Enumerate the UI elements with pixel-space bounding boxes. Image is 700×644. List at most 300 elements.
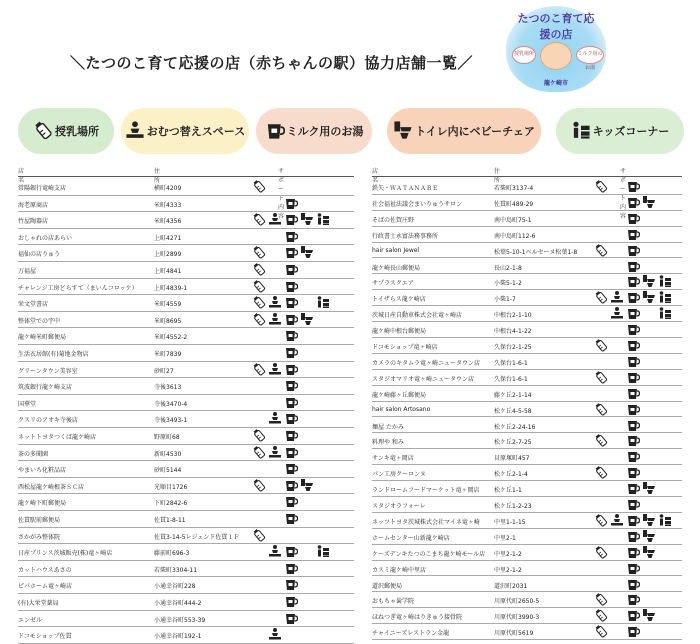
cup-icon bbox=[284, 478, 298, 492]
diaper-icon bbox=[268, 312, 282, 326]
store-address: 藤ケ丘2-1-14 bbox=[494, 391, 532, 399]
store-name: 筑波銀行龍ケ崎支店 bbox=[18, 384, 73, 392]
table-row bbox=[18, 477, 354, 495]
table-row bbox=[372, 591, 682, 608]
bottle-icon bbox=[252, 478, 266, 492]
chair-icon bbox=[300, 245, 314, 259]
legend-item-diaper bbox=[121, 108, 249, 154]
bottle-icon bbox=[252, 428, 266, 442]
store-name: エンゼル bbox=[18, 616, 43, 624]
table-row bbox=[18, 294, 354, 312]
table-row bbox=[372, 560, 682, 577]
store-name: 国華堂 bbox=[18, 400, 37, 408]
table-row bbox=[18, 427, 354, 445]
store-address: 川原代町5619 bbox=[494, 630, 534, 638]
cup-icon bbox=[626, 259, 640, 273]
table-row bbox=[372, 528, 682, 545]
cup-icon bbox=[626, 608, 640, 622]
cup-icon bbox=[626, 561, 640, 575]
bottle-icon bbox=[252, 362, 266, 376]
cup-icon bbox=[284, 245, 298, 259]
store-address: 長山2-1-8 bbox=[494, 264, 522, 272]
store-name: ケーズデンキたつのこまち龍ケ崎モール店 bbox=[372, 550, 486, 558]
store-address: 上町2899 bbox=[154, 251, 182, 259]
store-address: 松葉5-10-1ベルセーヌ松葉1-8 bbox=[494, 248, 578, 256]
table-row bbox=[18, 228, 354, 246]
table-row bbox=[372, 321, 682, 338]
store-address: 若柴町3304-11 bbox=[154, 566, 198, 574]
bottle-icon bbox=[594, 243, 608, 257]
store-name: 龍ケ崎米町郵便局 bbox=[18, 334, 67, 342]
header-address: 住所 bbox=[154, 168, 161, 184]
cup-icon bbox=[284, 362, 298, 376]
table-row bbox=[18, 377, 354, 395]
table-row bbox=[372, 544, 682, 561]
store-address: 中里1-1-15 bbox=[494, 518, 526, 526]
store-name: (有)大栄堂薬局 bbox=[18, 600, 59, 607]
cup-icon bbox=[626, 306, 640, 320]
store-address: 道沢町2031 bbox=[494, 582, 528, 590]
table-row bbox=[372, 226, 682, 243]
table-row bbox=[18, 543, 354, 561]
kids-icon bbox=[658, 274, 672, 288]
cup-icon bbox=[284, 279, 298, 293]
header-support: サポート内容 bbox=[620, 168, 627, 220]
table-row bbox=[372, 353, 682, 370]
store-name: 料理や 和み bbox=[372, 439, 404, 447]
cup-icon bbox=[626, 338, 640, 352]
store-name: hair salon Jewel bbox=[372, 246, 420, 254]
cup-icon bbox=[284, 229, 298, 243]
diaper-icon bbox=[268, 362, 282, 376]
table-row bbox=[18, 444, 354, 462]
store-address: 小通幸谷町192-1 bbox=[154, 633, 202, 641]
store-address: 藤前町696-3 bbox=[154, 550, 190, 558]
table-row bbox=[372, 480, 682, 497]
store-address: 小柴1-7 bbox=[494, 296, 516, 304]
store-name: ほねつぎ竜ヶ崎はりきゅう接骨院 bbox=[372, 614, 463, 622]
header-address: 住所 bbox=[494, 168, 501, 184]
cup-icon bbox=[284, 594, 298, 608]
store-address: 松ケ丘1-2-23 bbox=[494, 503, 532, 510]
table-row bbox=[18, 311, 354, 329]
store-address: 砂町27 bbox=[154, 367, 174, 375]
cup-icon bbox=[284, 328, 298, 342]
store-address: 小通幸谷町444-2 bbox=[154, 600, 202, 607]
chair-icon bbox=[642, 545, 656, 559]
kids-icon bbox=[658, 513, 672, 527]
store-name: さかがみ整体院 bbox=[18, 533, 61, 541]
store-address: 川原代町2650-5 bbox=[494, 598, 540, 606]
store-name: 麺屋 たかみ bbox=[372, 423, 404, 431]
store-name: スタジオマリオ竜ヶ崎ニュータウン店 bbox=[372, 375, 474, 383]
store-address: 南中島町75-1 bbox=[494, 216, 532, 224]
store-address: 下町2842-6 bbox=[154, 500, 188, 508]
store-address: 上町4841 bbox=[154, 268, 182, 275]
bottle-icon bbox=[594, 513, 608, 527]
store-name: カットハウスあさの bbox=[18, 566, 72, 574]
chair-icon bbox=[642, 195, 656, 209]
store-name: 道沢郵便局 bbox=[372, 582, 403, 590]
store-name: 社会福祉法議会まいりゅうサロン bbox=[372, 200, 463, 208]
header-name: 店名 bbox=[372, 168, 379, 184]
chair-icon bbox=[300, 312, 314, 326]
diaper-icon bbox=[268, 627, 282, 641]
store-name: クスリのアオキ寺後店 bbox=[18, 417, 78, 425]
store-address: 佐貫町489-29 bbox=[494, 200, 534, 208]
table-row bbox=[18, 394, 354, 412]
cup-icon bbox=[626, 386, 640, 400]
chair-icon bbox=[300, 212, 314, 226]
table-row bbox=[372, 273, 682, 290]
table-row bbox=[372, 258, 682, 275]
store-name: ネッツトヨタ茨城株式会社マイネ竜ヶ崎 bbox=[372, 518, 480, 526]
store-name: ドコモショップ佐貫 bbox=[18, 633, 72, 641]
header-support: サポート内容 bbox=[278, 168, 285, 220]
legend-item-chair bbox=[387, 108, 541, 154]
table-row bbox=[18, 527, 354, 545]
store-address: 寺後3470-4 bbox=[154, 400, 188, 408]
store-address: 久保台1-6-1 bbox=[494, 375, 528, 383]
store-address: 光順目1726 bbox=[154, 483, 188, 491]
legend-label: 授乳場所 bbox=[55, 125, 99, 138]
store-address: 松ケ丘2-24-16 bbox=[494, 423, 536, 431]
store-name: サプラスクエア bbox=[372, 280, 414, 288]
diaper-icon bbox=[268, 445, 282, 459]
store-name: カスミ龍ケ崎中里店 bbox=[372, 566, 427, 574]
cup-icon bbox=[284, 544, 298, 558]
store-address: 松ケ丘1-1 bbox=[494, 487, 522, 495]
store-name: 常陽銀行竜崎支店 bbox=[18, 185, 67, 192]
table-row bbox=[18, 410, 354, 428]
cup-icon bbox=[626, 577, 640, 591]
store-name: カメラのキタムラ竜ヶ崎ニュータウン店 bbox=[372, 359, 480, 367]
store-address: 米町8695 bbox=[154, 317, 182, 325]
bottle-icon bbox=[594, 624, 608, 638]
bottle-icon bbox=[252, 179, 266, 193]
bottle-icon bbox=[594, 290, 608, 304]
cup-icon bbox=[284, 395, 298, 409]
bottle-icon bbox=[594, 338, 608, 352]
store-address: 横町4209 bbox=[154, 185, 182, 192]
table-row bbox=[18, 211, 354, 229]
store-name: 龍ケ崎中根台郵便局 bbox=[372, 328, 427, 336]
cup-icon bbox=[626, 402, 640, 416]
cup-icon bbox=[626, 370, 640, 384]
chair-icon bbox=[642, 608, 656, 622]
cup-icon bbox=[626, 274, 640, 288]
table-row bbox=[372, 305, 682, 322]
table-row bbox=[18, 493, 354, 511]
store-address: 川原代町3990-3 bbox=[494, 614, 540, 622]
bottle-icon bbox=[252, 295, 266, 309]
store-address: 米町4356 bbox=[154, 218, 182, 226]
store-address: 貝原塚町457 bbox=[494, 455, 530, 463]
legend-label: トイレ内にベビーチェア bbox=[415, 125, 535, 138]
table-row bbox=[372, 210, 682, 227]
table-row bbox=[18, 510, 354, 528]
store-name: サンキ竜ヶ岡店 bbox=[372, 455, 414, 463]
store-address: 松ケ丘4-5-58 bbox=[494, 407, 532, 415]
bottle-icon bbox=[252, 528, 266, 542]
bottle-icon bbox=[594, 402, 608, 416]
table-row bbox=[18, 460, 354, 478]
store-name: 生活衣居館(有)菊地金物店 bbox=[18, 351, 89, 358]
store-name: ネットトヨタつくば龍ケ崎店 bbox=[18, 434, 97, 441]
store-address: 米町7839 bbox=[154, 351, 182, 358]
cup-icon bbox=[626, 179, 640, 193]
store-name: 栄文堂書店 bbox=[18, 301, 49, 309]
table-row bbox=[18, 593, 354, 611]
cup-icon bbox=[626, 195, 640, 209]
chair-icon bbox=[393, 120, 415, 143]
store-name: ホームセンター山新龍ケ崎店 bbox=[372, 534, 450, 542]
diaper-icon bbox=[268, 295, 282, 309]
legend-label: おむつ替えスペース bbox=[146, 125, 246, 138]
store-name: 万福屋 bbox=[18, 268, 37, 275]
cup-icon bbox=[626, 322, 640, 336]
cup-icon bbox=[626, 481, 640, 495]
store-address: 小通幸谷町228 bbox=[154, 583, 196, 591]
cup-icon bbox=[626, 227, 640, 241]
diaper-icon bbox=[125, 120, 147, 143]
legend-label: キッズコーナー bbox=[592, 125, 670, 138]
bottle-icon bbox=[252, 245, 266, 259]
cup-icon bbox=[284, 561, 298, 575]
store-name: hair salon Artosano bbox=[372, 405, 431, 413]
bottle-icon bbox=[33, 120, 55, 143]
store-address: 佐貫1-8-11 bbox=[154, 517, 186, 524]
store-name: 茶の多聞園 bbox=[18, 450, 49, 458]
cup-icon bbox=[284, 312, 298, 326]
store-address: 寺後3493-1 bbox=[154, 417, 188, 425]
bottle-icon bbox=[594, 608, 608, 622]
bottle-icon bbox=[252, 212, 266, 226]
table-row bbox=[372, 448, 682, 465]
store-name: ピパホーム竜ヶ崎店 bbox=[18, 583, 73, 591]
store-name: 西松屋龍ケ崎根茶ＳＣ店 bbox=[18, 483, 85, 491]
table-row bbox=[18, 344, 354, 362]
table-row bbox=[372, 496, 682, 513]
cup-icon bbox=[265, 120, 287, 143]
store-address: 新町4530 bbox=[154, 450, 182, 458]
bottle-icon bbox=[594, 370, 608, 384]
chair-icon bbox=[300, 478, 314, 492]
store-name: 龍ケ崎下町郵便局 bbox=[18, 500, 67, 508]
header-divider bbox=[372, 176, 682, 177]
store-name: ドコモショップ竜ヶ崎店 bbox=[372, 344, 438, 351]
store-name: 福仙の店りゅう bbox=[18, 251, 61, 259]
cup-icon bbox=[284, 445, 298, 459]
diaper-icon bbox=[610, 513, 624, 527]
store-name: パン工房クーロンヌ bbox=[372, 471, 426, 479]
diaper-icon bbox=[610, 306, 624, 320]
diaper-icon bbox=[610, 290, 624, 304]
cup-icon bbox=[626, 513, 640, 527]
logo-bubble-left: 授乳場所 bbox=[512, 46, 536, 64]
cup-icon bbox=[626, 624, 640, 638]
cup-icon bbox=[626, 465, 640, 479]
bottle-icon bbox=[252, 279, 266, 293]
store-name: 行政書士永富法務事務所 bbox=[372, 232, 439, 240]
store-name: おもちゃ歯学院 bbox=[372, 598, 415, 606]
header-divider bbox=[18, 176, 354, 177]
cup-icon bbox=[284, 577, 298, 591]
bottle-icon bbox=[252, 445, 266, 459]
bottle-icon bbox=[252, 312, 266, 326]
store-name: 日産プリンス茨城販売(株)竜ヶ崎店 bbox=[18, 550, 113, 558]
chair-icon bbox=[642, 274, 656, 288]
cup-icon bbox=[626, 592, 640, 606]
store-name: そばの佐賀庄野 bbox=[372, 216, 415, 224]
store-address: 久保台1-6-1 bbox=[494, 359, 528, 367]
cup-icon bbox=[626, 418, 640, 432]
bottle-icon bbox=[594, 592, 608, 606]
table-row bbox=[372, 289, 682, 306]
table-row bbox=[18, 560, 354, 578]
store-address: 米町4552-2 bbox=[154, 334, 188, 342]
store-address: 南中島町112-6 bbox=[494, 232, 536, 240]
diaper-icon bbox=[268, 411, 282, 425]
cup-icon bbox=[284, 494, 298, 508]
table-row bbox=[372, 464, 682, 481]
kids-icon bbox=[658, 306, 672, 320]
cup-icon bbox=[626, 243, 640, 257]
store-name: 整体堂での宇中 bbox=[18, 317, 61, 325]
store-name: チャレンジ工房どらすて（まいんコロッケ） bbox=[18, 284, 138, 292]
store-name: 龍ケ崎藤ヶ丘郵便局 bbox=[372, 391, 427, 399]
store-address: 中根台4-1-22 bbox=[494, 328, 532, 336]
store-address: 中里2-1-2 bbox=[494, 566, 522, 574]
table-row bbox=[372, 385, 682, 402]
header-name: 店名 bbox=[18, 168, 25, 184]
store-name: 鉄矢・ＷＡＴＡＮＡＢＥ bbox=[372, 185, 439, 192]
bottle-icon bbox=[594, 465, 608, 479]
store-name: 海老原商店 bbox=[18, 201, 49, 209]
store-address: 寺後3613 bbox=[154, 384, 182, 392]
cup-icon bbox=[284, 461, 298, 475]
diaper-icon bbox=[268, 212, 282, 226]
table-row bbox=[18, 327, 354, 345]
cup-icon bbox=[626, 211, 640, 225]
store-address: 小通幸谷町553-39 bbox=[154, 616, 206, 624]
bottle-icon bbox=[252, 262, 266, 276]
kids-icon bbox=[658, 290, 672, 304]
store-name: トイザらス龍ケ崎店 bbox=[372, 296, 426, 304]
table-row bbox=[372, 401, 682, 418]
table-row bbox=[18, 195, 354, 213]
table-row bbox=[372, 607, 682, 624]
store-address: 久保台2-1-25 bbox=[494, 344, 532, 351]
store-address: 小柴5-1-2 bbox=[494, 280, 522, 288]
store-address: 松ケ丘2-7-25 bbox=[494, 439, 532, 447]
logo-bottom-text: 龍ケ崎市 bbox=[543, 80, 568, 87]
page-title: ＼たつのこ育て応援の店（赤ちゃんの駅）協力店舗一覧／ bbox=[70, 54, 474, 72]
cup-icon bbox=[626, 497, 640, 511]
kids-icon bbox=[316, 544, 330, 558]
cup-icon bbox=[284, 511, 298, 525]
store-address: 佐貫3-14-5レジェンド佐貫１Ｆ bbox=[154, 533, 240, 541]
table-row bbox=[372, 337, 682, 354]
program-logo bbox=[506, 6, 606, 92]
table-row bbox=[372, 242, 682, 259]
cup-icon bbox=[284, 428, 298, 442]
logo-bubble-right: ミルク用のお湯 bbox=[576, 46, 604, 64]
cup-icon bbox=[284, 295, 298, 309]
table-row bbox=[18, 361, 354, 379]
store-name: チャイニーズレストラン金龍 bbox=[372, 630, 450, 638]
legend-label: ミルク用のお湯 bbox=[286, 125, 364, 138]
table-row bbox=[372, 432, 682, 449]
table-row bbox=[372, 576, 682, 593]
baby-icon bbox=[540, 42, 572, 70]
cup-icon bbox=[284, 212, 298, 226]
store-name: スタジオラフォーレ bbox=[372, 503, 426, 510]
legend-item-kids bbox=[556, 108, 684, 154]
store-address: 松ケ丘2-1-4 bbox=[494, 471, 528, 479]
store-address: 砂町5144 bbox=[154, 467, 182, 475]
store-address: 米町4559 bbox=[154, 301, 182, 309]
table-row bbox=[372, 623, 682, 640]
store-address: 中根台2-1-10 bbox=[494, 312, 532, 320]
store-name: やまいち化粧品店 bbox=[18, 467, 67, 475]
store-address: 上町4839-1 bbox=[154, 284, 188, 292]
table-row bbox=[18, 610, 354, 628]
store-address: 中里2-1 bbox=[494, 534, 516, 542]
cup-icon bbox=[626, 529, 640, 543]
logo-arc-text: たつのこ育て応援の店 bbox=[517, 12, 595, 41]
table-row bbox=[18, 261, 354, 279]
store-address: 中里2-1-2 bbox=[494, 550, 522, 558]
cup-icon bbox=[626, 354, 640, 368]
legend-item-bottle bbox=[18, 108, 114, 154]
diaper-icon bbox=[268, 544, 282, 558]
store-name: 佐貫駅前郵便局 bbox=[18, 517, 61, 524]
bottle-icon bbox=[594, 433, 608, 447]
cup-icon bbox=[626, 449, 640, 463]
table-row bbox=[18, 178, 354, 196]
chair-icon bbox=[642, 529, 656, 543]
store-name: グリーンタウン美容室 bbox=[18, 367, 78, 375]
store-name: おしゃれの店あらい bbox=[18, 234, 73, 242]
table-row bbox=[372, 369, 682, 386]
kids-icon bbox=[316, 295, 330, 309]
cup-icon bbox=[284, 345, 298, 359]
store-address: 若柴町3137-4 bbox=[494, 185, 534, 192]
cup-icon bbox=[284, 611, 298, 625]
store-address: 米町4333 bbox=[154, 201, 182, 209]
table-row bbox=[18, 626, 354, 644]
cup-icon bbox=[284, 411, 298, 425]
cup-icon bbox=[284, 262, 298, 276]
kids-icon bbox=[571, 120, 593, 143]
table-row bbox=[372, 512, 682, 529]
store-name: ランドロームフードマーケット竜ヶ岡店 bbox=[372, 487, 480, 495]
cup-icon bbox=[626, 433, 640, 447]
cup-icon bbox=[626, 545, 640, 559]
store-address: 野原町68 bbox=[154, 434, 180, 441]
table-row bbox=[372, 194, 682, 211]
cup-icon bbox=[626, 290, 640, 304]
cup-icon bbox=[284, 196, 298, 210]
kids-icon bbox=[316, 212, 330, 226]
table-row bbox=[18, 244, 354, 262]
table-row bbox=[18, 576, 354, 594]
table-row bbox=[372, 417, 682, 434]
legend-item-cup bbox=[256, 108, 372, 154]
store-name: 茨城日産自動車株式会社竜ヶ崎店 bbox=[372, 312, 463, 320]
table-row bbox=[18, 278, 354, 296]
